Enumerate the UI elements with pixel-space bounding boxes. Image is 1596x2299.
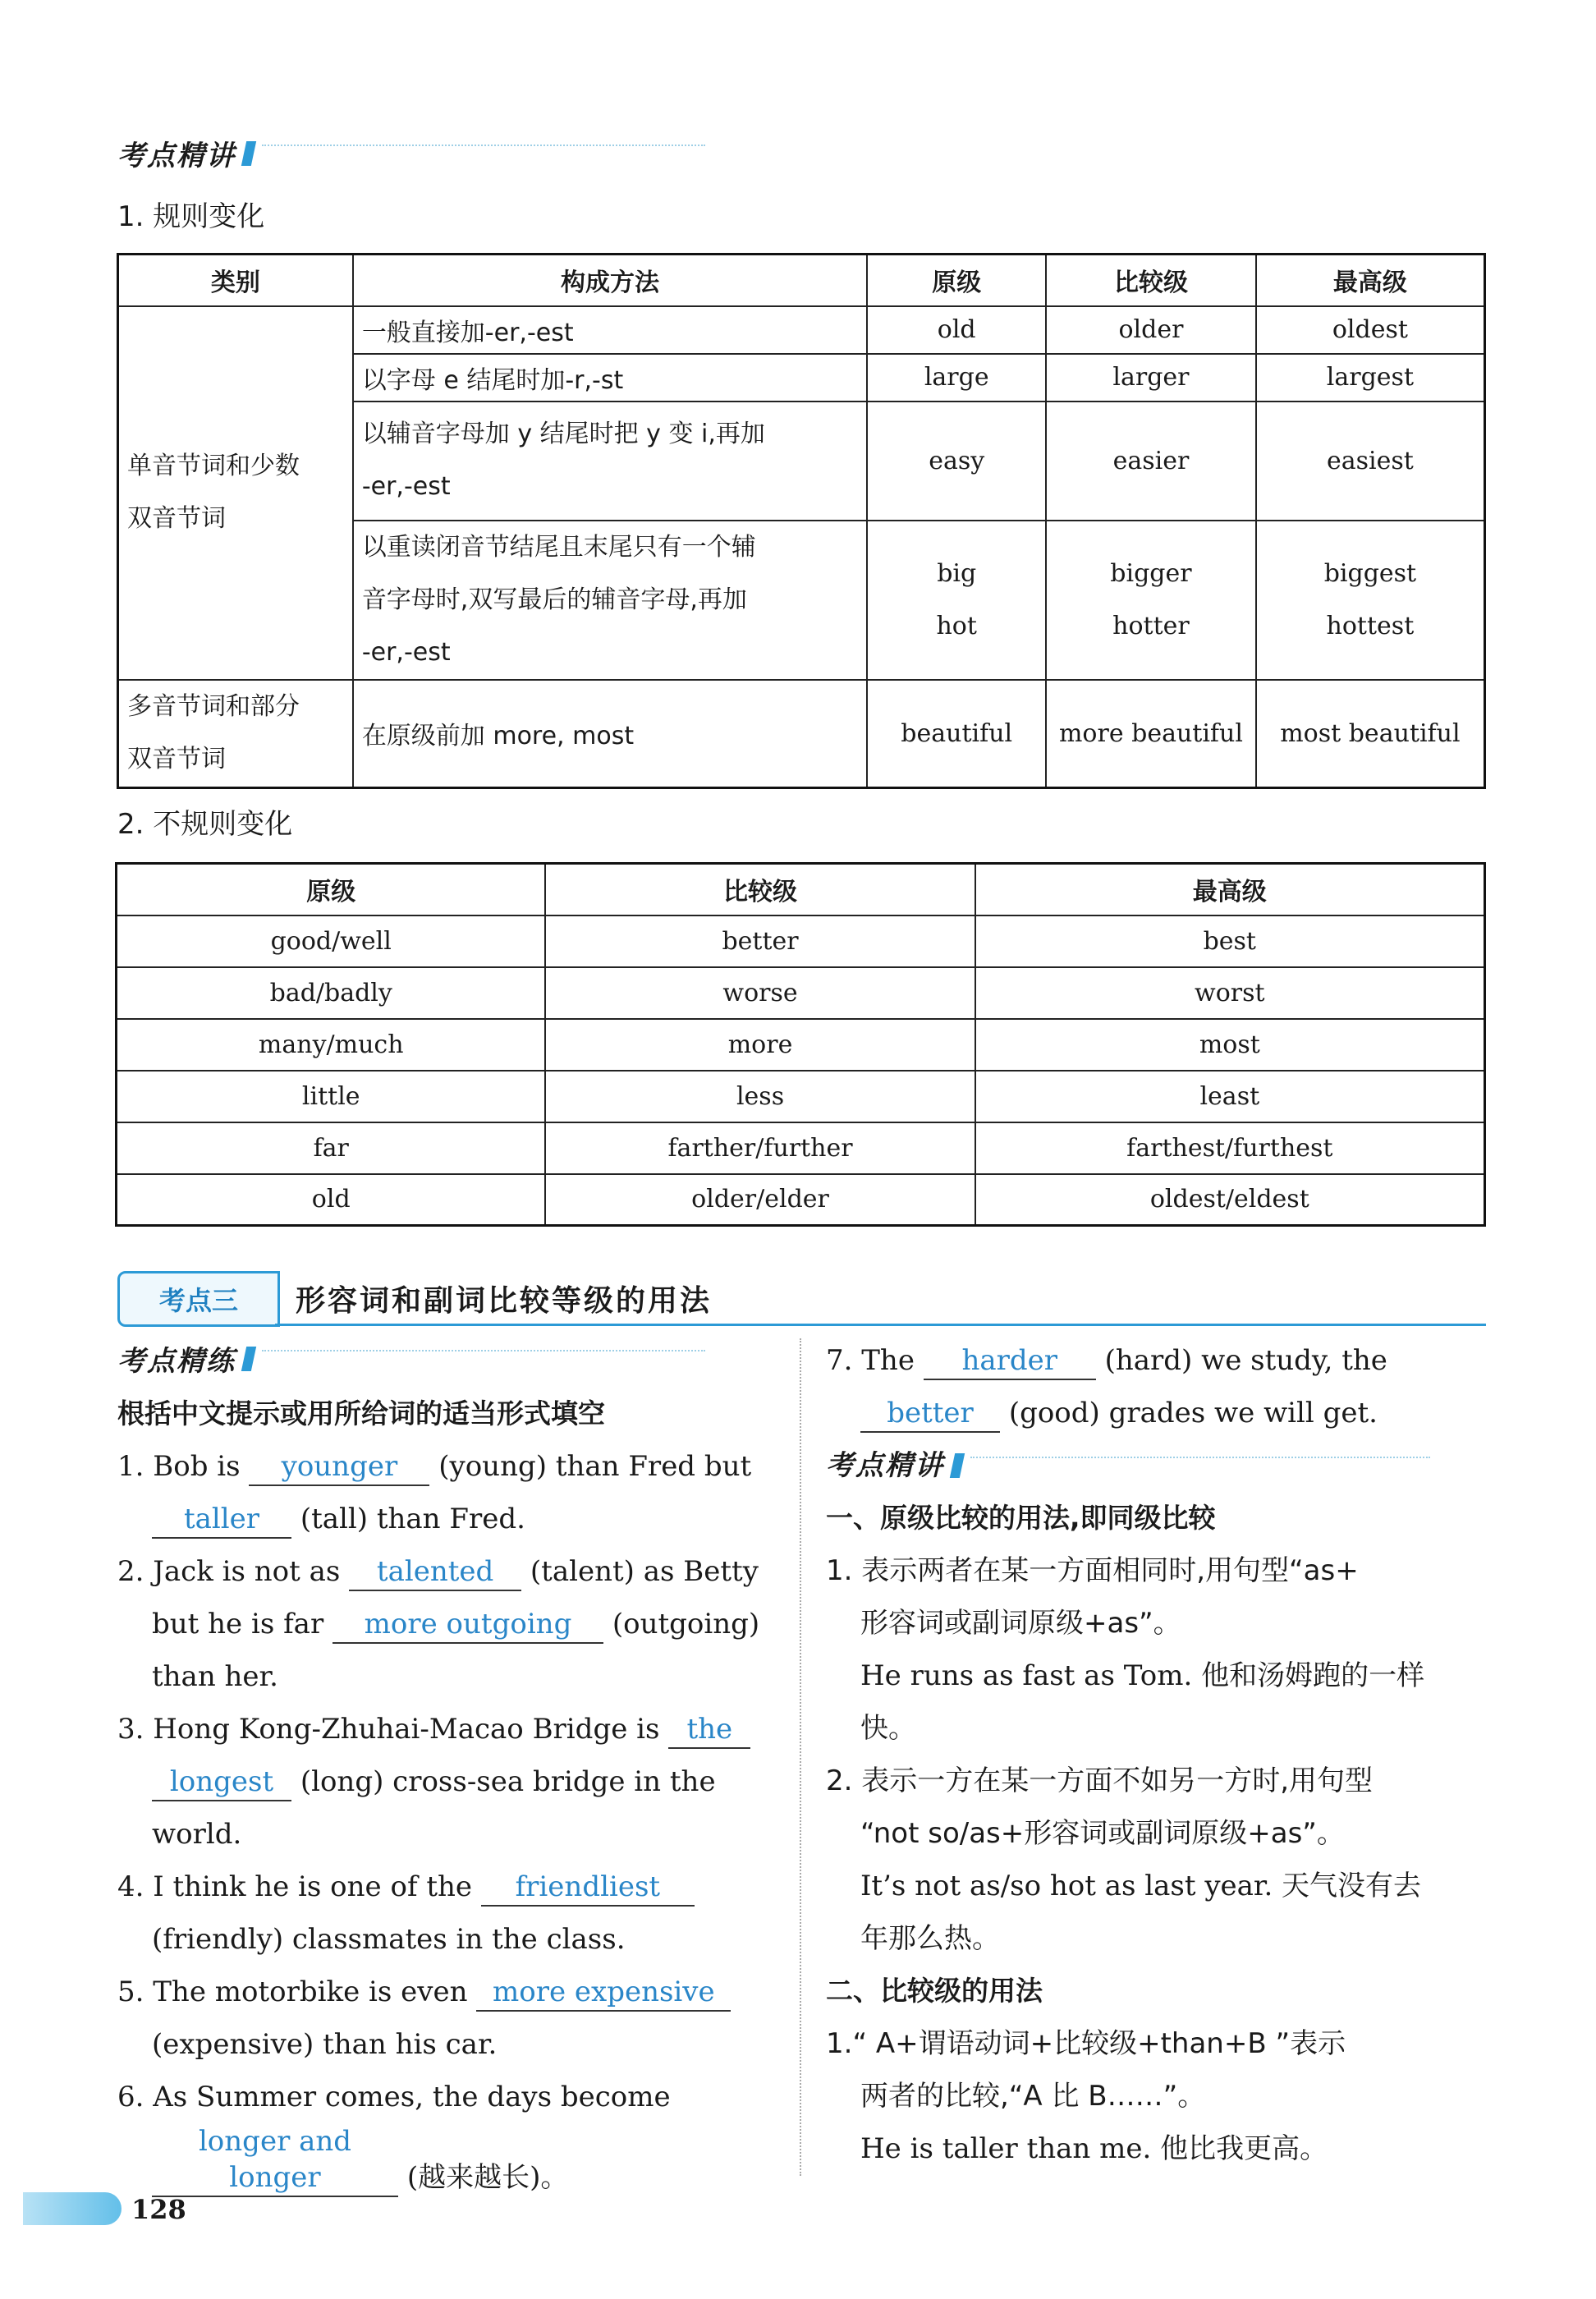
- question-text: but he is far: [152, 1608, 324, 1641]
- question-7-cont: [826, 1387, 1487, 1439]
- superlative-cell: least: [975, 1071, 1485, 1122]
- table-row: [117, 1174, 1485, 1226]
- positive-cell: old: [867, 306, 1046, 354]
- example-line: 年那么热。: [860, 1922, 1000, 1955]
- positive-cell: easy: [867, 402, 1046, 521]
- word: hot: [936, 611, 977, 640]
- question-3-cont: [117, 1755, 774, 1808]
- positive-cell: large: [867, 354, 1046, 402]
- question-text: 7. The: [826, 1344, 915, 1377]
- comparative-cell: older/elder: [545, 1174, 975, 1226]
- explain-line: 1.“ A+谓语动词+比较级+than+B ”表示: [826, 2027, 1346, 2060]
- table-header-row: [118, 255, 1485, 306]
- header-cell: 比较级: [545, 864, 975, 915]
- comparative-cell: better: [545, 915, 975, 967]
- question-text: (young) than Fred but: [438, 1450, 752, 1483]
- question-2-end: than her.: [152, 1660, 278, 1693]
- superlative-cell: largest: [1256, 354, 1485, 402]
- positive-cell: good/well: [117, 915, 546, 967]
- method-cell: 在原级前加 more, most: [353, 680, 867, 788]
- table-row: [118, 680, 1485, 788]
- header-cell: 最高级: [975, 864, 1485, 915]
- positive-cell: far: [117, 1122, 546, 1174]
- question-text: (越来越长)。: [406, 2161, 569, 2194]
- word: bigger: [1110, 558, 1192, 588]
- superlative-cell: most: [975, 1019, 1485, 1071]
- positive-cell: many/much: [117, 1019, 546, 1071]
- category-line: 单音节词和少数: [127, 452, 300, 480]
- header-cell: 比较级: [1046, 255, 1256, 306]
- method-line: 音字母时,双写最后的辅音字母,再加: [361, 585, 747, 614]
- comparative-cell: larger: [1046, 354, 1256, 402]
- comparative-cell: more beautiful: [1046, 680, 1256, 788]
- word: hottest: [1326, 611, 1415, 640]
- comparative-cell: worse: [545, 967, 975, 1019]
- answer-blank: harder: [924, 1342, 1096, 1380]
- method-line: 以辅音字母加 y 结尾时把 y 变 i,再加: [361, 420, 765, 448]
- kaodian-underline: [275, 1324, 1486, 1326]
- answer-blank: talented: [349, 1553, 521, 1591]
- table-row: [117, 1019, 1485, 1071]
- superlative-cell: [1256, 521, 1485, 680]
- column-divider: [800, 1338, 801, 2176]
- comparative-cell: older: [1046, 306, 1256, 354]
- explain-line: 1. 表示两者在某一方面相同时,用句型“as+: [826, 1554, 1359, 1587]
- section-title: 考点精练: [117, 1345, 236, 1378]
- kaodian-tab: 考点三: [117, 1271, 280, 1327]
- table-header-row: [117, 864, 1485, 915]
- question-text: (long) cross-sea bridge in the: [300, 1765, 716, 1798]
- page-number-bar: [23, 2192, 122, 2225]
- word: big: [937, 558, 977, 588]
- answer-blank: taller: [152, 1501, 291, 1539]
- superlative-cell: farthest/furthest: [975, 1122, 1485, 1174]
- question-4-cont: (friendly) classmates in the class.: [152, 1923, 626, 1956]
- kaodian-title: 形容词和副词比较等级的用法: [296, 1284, 713, 1318]
- question-2: [117, 1545, 774, 1598]
- regular-table: [117, 253, 1486, 789]
- question-text: (good) grades we will get.: [1008, 1397, 1378, 1429]
- question-5: [117, 1966, 774, 2018]
- explain-line: 2. 表示一方在某一方面不如另一方时,用句型: [826, 1764, 1374, 1797]
- practice-column: [117, 1388, 774, 2204]
- header-cell: 类别: [118, 255, 353, 306]
- header-cell: 最高级: [1256, 255, 1485, 306]
- section-heading-practice: [117, 1338, 705, 1379]
- answer-blank: longest: [152, 1764, 291, 1801]
- comparative-cell: easier: [1046, 402, 1256, 521]
- explain-heading-2: 二、比较级的用法: [826, 1975, 1043, 2007]
- table-row: [117, 1071, 1485, 1122]
- irregular-table: [115, 862, 1486, 1227]
- section-heading-explain-2: [826, 1439, 1487, 1492]
- comparative-cell: farther/further: [545, 1122, 975, 1174]
- page-number: 128: [131, 2194, 186, 2225]
- explain-line: “not so/as+形容词或副词原级+as”。: [860, 1817, 1345, 1850]
- positive-cell: old: [117, 1174, 546, 1226]
- question-text: (outgoing): [612, 1608, 760, 1641]
- example-line: It’s not as/so hot as last year. 天气没有去: [860, 1870, 1422, 1902]
- method-cell: [353, 521, 867, 680]
- table-row: [118, 306, 1485, 354]
- question-2-cont: [117, 1598, 774, 1650]
- question-text: 2. Jack is not as: [117, 1555, 341, 1588]
- answer-blank: friendliest: [481, 1869, 695, 1907]
- section-bar-icon: [241, 141, 256, 166]
- superlative-cell: oldest: [1256, 306, 1485, 354]
- category-cell: [118, 680, 353, 788]
- positive-cell: beautiful: [867, 680, 1046, 788]
- question-text: 4. I think he is one of the: [117, 1870, 473, 1903]
- table-row: [117, 1122, 1485, 1174]
- question-1-cont: [117, 1493, 774, 1545]
- question-5-cont: (expensive) than his car.: [152, 2028, 498, 2061]
- word: hotter: [1112, 611, 1190, 640]
- header-cell: 原级: [867, 255, 1046, 306]
- method-cell: [353, 402, 867, 521]
- section-heading-explain: [117, 133, 705, 173]
- question-4: [117, 1861, 774, 1913]
- question-7: [826, 1334, 1487, 1387]
- positive-cell: [867, 521, 1046, 680]
- section-bar-icon: [241, 1347, 256, 1371]
- question-3-end: world.: [152, 1818, 242, 1851]
- table-row: [117, 967, 1485, 1019]
- header-cell: 构成方法: [353, 255, 867, 306]
- comparative-cell: [1046, 521, 1256, 680]
- explain-heading-1: 一、原级比较的用法,即同级比较: [826, 1502, 1216, 1534]
- answer-blank: younger: [249, 1448, 429, 1486]
- superlative-cell: oldest/eldest: [975, 1174, 1485, 1226]
- superlative-cell: best: [975, 915, 1485, 967]
- question-text: 5. The motorbike is even: [117, 1975, 468, 2008]
- question-text: (hard) we study, the: [1104, 1344, 1387, 1377]
- positive-cell: little: [117, 1071, 546, 1122]
- question-3: [117, 1703, 774, 1755]
- divider: [970, 1457, 1430, 1458]
- answer-blank: longer and longer: [152, 2123, 398, 2197]
- divider: [262, 1350, 705, 1351]
- irregular-heading: 2. 不规则变化: [117, 808, 293, 841]
- section-title: 考点精讲: [117, 140, 236, 172]
- regular-heading: 1. 规则变化: [117, 200, 265, 233]
- superlative-cell: worst: [975, 967, 1485, 1019]
- question-6-cont: [117, 2123, 774, 2204]
- comparative-cell: more: [545, 1019, 975, 1071]
- superlative-cell: most beautiful: [1256, 680, 1485, 788]
- example-line: He is taller than me. 他比我更高。: [860, 2132, 1328, 2165]
- divider: [262, 145, 705, 146]
- answer-blank: more expensive: [476, 1974, 731, 2012]
- method-line: -er,-est: [361, 472, 451, 501]
- instruction: 根括中文提示或用所给词的适当形式填空: [117, 1397, 605, 1429]
- example-line: He runs as fast as Tom. 他和汤姆跑的一样: [860, 1659, 1425, 1692]
- method-cell: 以字母 e 结尾时加-r,-st: [353, 354, 867, 402]
- answer-blank: the: [668, 1711, 750, 1749]
- right-column: [826, 1334, 1487, 2175]
- question-text: 1. Bob is: [117, 1450, 241, 1483]
- question-1: [117, 1440, 774, 1493]
- explain-line: 两者的比较,“A 比 B……”。: [860, 2080, 1206, 2113]
- section-title: 考点精讲: [826, 1449, 944, 1482]
- category-cell: [118, 306, 353, 680]
- category-line: 双音节词: [127, 745, 226, 774]
- question-text: (talent) as Betty: [530, 1555, 759, 1588]
- method-line: -er,-est: [361, 637, 451, 667]
- method-line: 以重读闭音节结尾且末尾只有一个辅: [361, 532, 756, 562]
- category-line: 多音节词和部分: [127, 692, 300, 722]
- answer-blank: better: [860, 1395, 1000, 1433]
- answer-blank: more outgoing: [332, 1606, 603, 1644]
- question-text: 3. Hong Kong-Zhuhai-Macao Bridge is: [117, 1713, 660, 1746]
- header-cell: 原级: [117, 864, 546, 915]
- example-line: 快。: [860, 1712, 916, 1745]
- question-text: (tall) than Fred.: [300, 1503, 525, 1535]
- section-bar-icon: [950, 1453, 965, 1478]
- superlative-cell: easiest: [1256, 402, 1485, 521]
- method-cell: 一般直接加-er,-est: [353, 306, 867, 354]
- word: biggest: [1323, 558, 1417, 588]
- question-6: 6. As Summer comes, the days become: [117, 2081, 671, 2113]
- table-row: [117, 915, 1485, 967]
- category-line: 双音节词: [127, 504, 226, 533]
- positive-cell: bad/badly: [117, 967, 546, 1019]
- explain-line: 形容词或副词原级+as”。: [860, 1607, 1181, 1640]
- comparative-cell: less: [545, 1071, 975, 1122]
